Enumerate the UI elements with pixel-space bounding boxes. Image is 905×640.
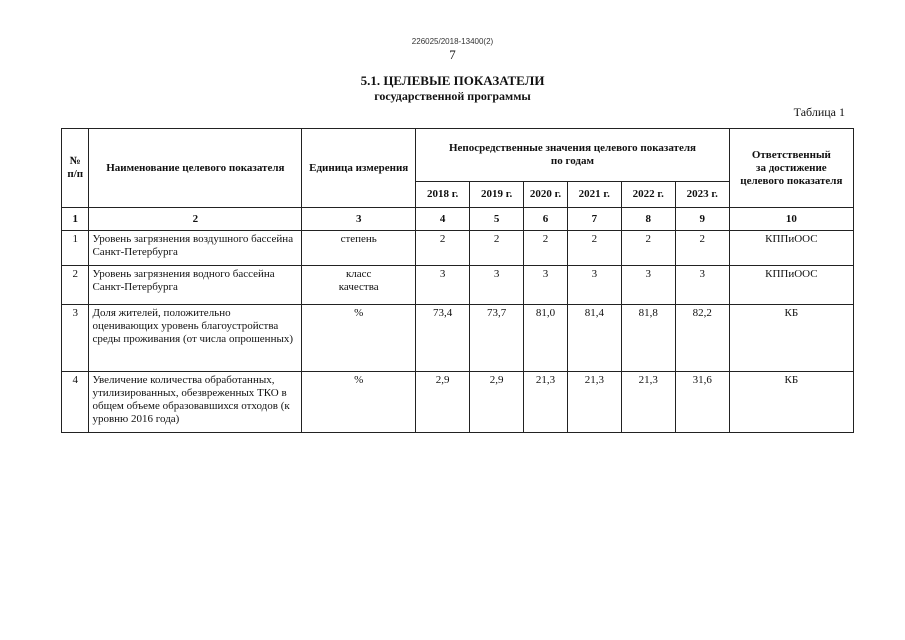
value-cell: 21,3 (524, 372, 568, 433)
row-number: 3 (62, 305, 89, 372)
value-cell: 31,6 (675, 372, 729, 433)
value-cell: 82,2 (675, 305, 729, 372)
header-unit: Единица измерения (302, 129, 416, 208)
column-number: 3 (302, 208, 416, 231)
value-cell: 81,0 (524, 305, 568, 372)
column-number: 1 (62, 208, 89, 231)
table-row (62, 266, 854, 305)
value-cell: 3 (567, 266, 621, 305)
header-year: 2023 г. (675, 182, 729, 208)
column-number: 9 (675, 208, 729, 231)
column-number-row (62, 208, 854, 231)
value-cell: 2 (675, 231, 729, 266)
value-cell: 2,9 (470, 372, 524, 433)
indicator-name: Доля жителей, положительно оценивающих уровень благоустройства среды проживания (от числа опрошенных) (89, 305, 302, 372)
column-number: 4 (416, 208, 470, 231)
value-cell: 2 (621, 231, 675, 266)
value-cell: 73,7 (470, 305, 524, 372)
row-number: 4 (62, 372, 89, 433)
value-cell: 81,8 (621, 305, 675, 372)
table-label: Таблица 1 (793, 105, 845, 119)
header-name: Наименование целевого показателя (89, 129, 302, 208)
indicator-name: Уровень загрязнения воздушного бассейна Санкт-Петербурга (89, 231, 302, 266)
indicator-unit: степень (302, 231, 416, 266)
header-year: 2022 г. (621, 182, 675, 208)
table-row (62, 305, 854, 372)
section-title: 5.1. ЦЕЛЕВЫЕ ПОКАЗАТЕЛИ (360, 73, 545, 88)
header-year: 2018 г. (416, 182, 470, 208)
row-number: 1 (62, 231, 89, 266)
column-number: 5 (470, 208, 524, 231)
responsible-cell: КППиООС (729, 266, 853, 305)
indicator-name: Увеличение количества обработанных, утилизированных, обезвреженных ТКО в общем объеме образовавшихся отходов (к уровню 2016 года) (89, 372, 302, 433)
indicator-unit: % (302, 305, 416, 372)
header-no: № п/п (62, 129, 89, 208)
column-number: 7 (567, 208, 621, 231)
column-number: 8 (621, 208, 675, 231)
header-year: 2019 г. (470, 182, 524, 208)
target-indicators-table (61, 128, 854, 433)
row-number: 2 (62, 266, 89, 305)
value-cell: 2 (470, 231, 524, 266)
responsible-cell: КППиООС (729, 231, 853, 266)
table-row (62, 231, 854, 266)
value-cell: 3 (675, 266, 729, 305)
value-cell: 3 (416, 266, 470, 305)
responsible-cell: КБ (729, 305, 853, 372)
section-subtitle: государственной программы (374, 89, 531, 103)
header-year: 2020 г. (524, 182, 568, 208)
header-responsible: Ответственный за достижение целевого показателя (729, 129, 853, 208)
column-number: 2 (89, 208, 302, 231)
value-cell: 73,4 (416, 305, 470, 372)
header-year: 2021 г. (567, 182, 621, 208)
document-number: 226025/2018-13400(2) (411, 37, 494, 46)
indicator-unit: класс качества (302, 266, 416, 305)
responsible-cell: КБ (729, 372, 853, 433)
indicator-unit: % (302, 372, 416, 433)
value-cell: 21,3 (621, 372, 675, 433)
table-row (62, 372, 854, 433)
indicator-name: Уровень загрязнения водного бассейна Санкт-Петербурга (89, 266, 302, 305)
value-cell: 2 (567, 231, 621, 266)
value-cell: 3 (524, 266, 568, 305)
value-cell: 2 (416, 231, 470, 266)
header-values-group: Непосредственные значения целевого показателя по годам (416, 129, 730, 182)
value-cell: 3 (621, 266, 675, 305)
value-cell: 2,9 (416, 372, 470, 433)
value-cell: 3 (470, 266, 524, 305)
column-number: 6 (524, 208, 568, 231)
column-number: 10 (729, 208, 853, 231)
page-number: 7 (449, 47, 456, 62)
value-cell: 21,3 (567, 372, 621, 433)
value-cell: 2 (524, 231, 568, 266)
value-cell: 81,4 (567, 305, 621, 372)
